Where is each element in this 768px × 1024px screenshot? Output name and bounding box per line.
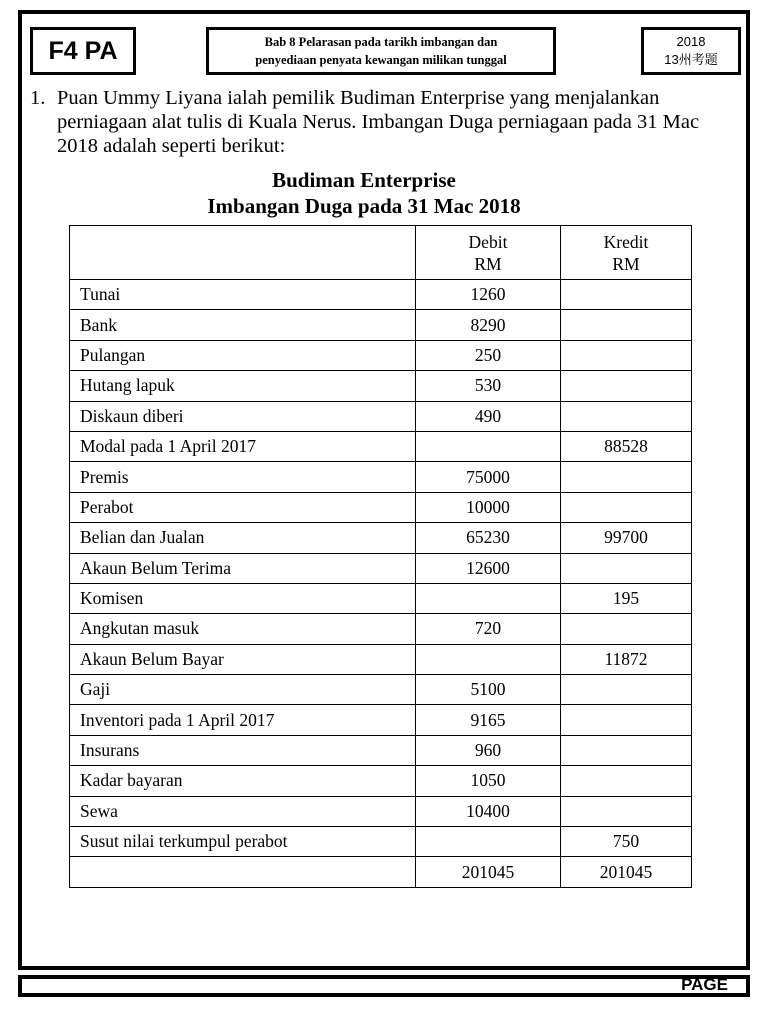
- row-kredit: [561, 462, 692, 492]
- row-debit: 9165: [416, 705, 561, 735]
- table-header-row: [70, 226, 692, 280]
- debit-header-currency: RM: [474, 253, 502, 274]
- row-debit: 5100: [416, 675, 561, 705]
- row-debit: 250: [416, 340, 561, 370]
- debit-header-label: Debit: [468, 231, 508, 252]
- row-item: Angkutan masuk: [70, 614, 416, 644]
- row-debit: 1260: [416, 280, 561, 310]
- row-item: Belian dan Jualan: [70, 523, 416, 553]
- row-debit: 1050: [416, 766, 561, 796]
- row-debit: 65230: [416, 523, 561, 553]
- row-kredit: [561, 796, 692, 826]
- year-box: [641, 27, 741, 75]
- year: 2018: [676, 34, 706, 49]
- table-row: [70, 280, 692, 310]
- table-row: [70, 523, 692, 553]
- row-debit: [416, 827, 561, 857]
- row-debit: 960: [416, 735, 561, 765]
- row-kredit: 99700: [561, 523, 692, 553]
- table-row: [70, 401, 692, 431]
- footer-bar: [18, 975, 750, 997]
- row-item: Kadar bayaran: [70, 766, 416, 796]
- total-kredit: 201045: [561, 857, 692, 887]
- table-row: [70, 310, 692, 340]
- row-item: Tunai: [70, 280, 416, 310]
- trial-balance-table: [69, 225, 692, 888]
- table-row: [70, 827, 692, 857]
- table-row: [70, 553, 692, 583]
- debit-header: [416, 226, 561, 280]
- row-kredit: [561, 553, 692, 583]
- question-block: [30, 86, 745, 158]
- row-item: Akaun Belum Bayar: [70, 644, 416, 674]
- row-debit: 8290: [416, 310, 561, 340]
- table-row: [70, 735, 692, 765]
- row-item: Komisen: [70, 583, 416, 613]
- row-debit: 75000: [416, 462, 561, 492]
- row-kredit: 195: [561, 583, 692, 613]
- header-blank-cell: [70, 226, 416, 280]
- row-debit: 720: [416, 614, 561, 644]
- row-debit: [416, 431, 561, 461]
- row-item: Pulangan: [70, 340, 416, 370]
- row-kredit: [561, 280, 692, 310]
- row-item: Premis: [70, 462, 416, 492]
- table-row: [70, 340, 692, 370]
- row-item: Insurans: [70, 735, 416, 765]
- kredit-header: [561, 226, 692, 280]
- row-kredit: [561, 371, 692, 401]
- table-row: [70, 492, 692, 522]
- table-row: [70, 462, 692, 492]
- row-debit: 12600: [416, 553, 561, 583]
- topic-line-2: penyediaan penyata kewangan milikan tunggal: [255, 53, 507, 67]
- row-item: Modal pada 1 April 2017: [70, 431, 416, 461]
- table-row: [70, 796, 692, 826]
- question-text: Puan Ummy Liyana ialah pemilik Budiman Enterprise yang menjalankan perniagaan alat tulis di Kuala Nerus. Imbangan Duga perniagaan pada 31 Mac 2018 adalah seperti berikut:: [57, 87, 700, 157]
- row-debit: [416, 583, 561, 613]
- row-kredit: [561, 614, 692, 644]
- row-kredit: [561, 310, 692, 340]
- row-kredit: [561, 766, 692, 796]
- row-kredit: [561, 735, 692, 765]
- row-item: Bank: [70, 310, 416, 340]
- row-kredit: [561, 492, 692, 522]
- table-row: [70, 766, 692, 796]
- row-debit: 10000: [416, 492, 561, 522]
- row-item: Perabot: [70, 492, 416, 522]
- row-item: Inventori pada 1 April 2017: [70, 705, 416, 735]
- subject-code: F4 PA: [48, 36, 118, 65]
- row-kredit: [561, 401, 692, 431]
- table-row: [70, 675, 692, 705]
- table-row: [70, 644, 692, 674]
- topic-box: [206, 27, 556, 75]
- row-kredit: 750: [561, 827, 692, 857]
- company-name: Budiman Enterprise: [272, 168, 456, 192]
- row-kredit: [561, 340, 692, 370]
- question-number: 1.: [30, 87, 46, 109]
- table-row: [70, 431, 692, 461]
- subject-code-box: [30, 27, 136, 75]
- total-row: [70, 857, 692, 887]
- row-item: Diskaun diberi: [70, 401, 416, 431]
- row-kredit: 11872: [561, 644, 692, 674]
- row-item: Susut nilai terkumpul perabot: [70, 827, 416, 857]
- row-debit: 10400: [416, 796, 561, 826]
- statement-title: Imbangan Duga pada 31 Mac 2018: [207, 194, 521, 218]
- source-label: 13州考题: [664, 52, 718, 67]
- row-kredit: [561, 705, 692, 735]
- page-label: PAGE: [681, 975, 728, 994]
- total-debit: 201045: [416, 857, 561, 887]
- table-row: [70, 583, 692, 613]
- row-item: Hutang lapuk: [70, 371, 416, 401]
- row-debit: 530: [416, 371, 561, 401]
- topic-line-1: Bab 8 Pelarasan pada tarikh imbangan dan: [264, 35, 498, 49]
- row-item: Sewa: [70, 796, 416, 826]
- table-row: [70, 614, 692, 644]
- total-label-cell: [70, 857, 416, 887]
- row-debit: 490: [416, 401, 561, 431]
- table-row: [70, 705, 692, 735]
- row-item: Gaji: [70, 675, 416, 705]
- row-item: Akaun Belum Terima: [70, 553, 416, 583]
- kredit-header-currency: RM: [612, 253, 640, 274]
- table-row: [70, 371, 692, 401]
- row-kredit: 88528: [561, 431, 692, 461]
- row-kredit: [561, 675, 692, 705]
- row-debit: [416, 644, 561, 674]
- kredit-header-label: Kredit: [603, 231, 649, 252]
